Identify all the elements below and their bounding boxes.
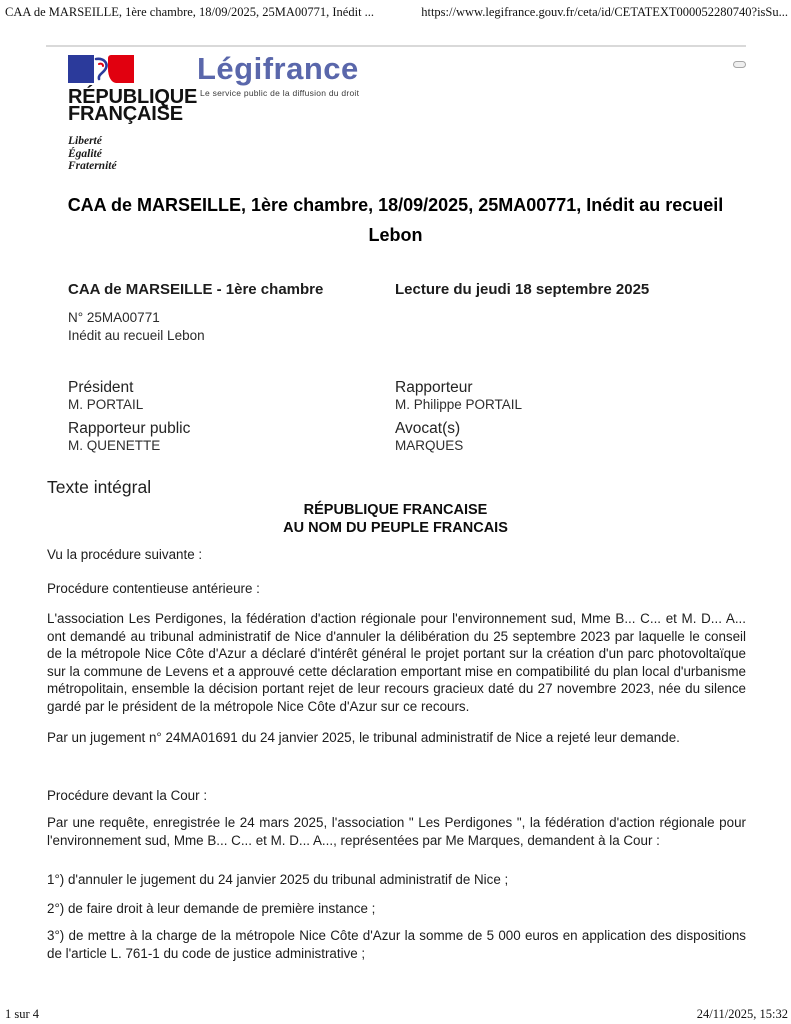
print-header bbox=[5, 5, 788, 20]
court-chamber-label: CAA de MARSEILLE - 1ère chambre bbox=[68, 281, 324, 298]
person-name: M. PORTAIL bbox=[68, 397, 144, 412]
person-name: M. QUENETTE bbox=[68, 438, 161, 453]
legifrance-wordmark: Légifrance bbox=[197, 51, 359, 86]
republique-francaise-heading bbox=[0, 502, 791, 537]
republique-wordmark bbox=[68, 86, 728, 123]
print-header-url: https://www.legifrance.gouv.fr/ceta/id/CETATEXT000052280740?isSu... bbox=[421, 5, 788, 19]
body-paragraph: Par un jugement n° 24MA01691 du 24 janvier 2025, le tribunal administratif de Nice a rejeté leur demande. bbox=[47, 730, 680, 745]
case-meta bbox=[68, 309, 205, 344]
header-divider bbox=[46, 45, 746, 47]
decision-title: CAA de MARSEILLE, 1ère chambre, 18/09/2025, 25MA00771, Inédit au recueil Lebon bbox=[67, 195, 724, 245]
person-name: M. Philippe PORTAIL bbox=[395, 397, 523, 412]
french-flag-icon bbox=[68, 55, 134, 83]
floating-widget-icon bbox=[733, 61, 746, 68]
republique-line1: RÉPUBLIQUE bbox=[68, 86, 198, 108]
flag-white-band bbox=[94, 55, 108, 83]
republique-line: RÉPUBLIQUE FRANCAISE bbox=[303, 502, 488, 518]
person-cell-president bbox=[68, 379, 395, 413]
motto-fraternite: Fraternité bbox=[68, 160, 117, 172]
person-cell-rapporteur-public bbox=[68, 420, 395, 454]
motto-liberte: Liberté bbox=[68, 135, 102, 147]
body-paragraph: 3°) de mettre à la charge de la métropole Nice Côte d'Azur la somme de 5 000 euros en application des dispositions de l'article L. 761-1 du code de justice administrative ; bbox=[47, 928, 746, 961]
body-paragraph: 2°) de faire droit à leur demande de première instance ; bbox=[47, 900, 376, 916]
marianne-icon bbox=[90, 57, 112, 81]
person-role: Président bbox=[68, 379, 134, 396]
body-paragraph: Procédure devant la Cour : bbox=[47, 787, 208, 803]
print-datetime: 24/11/2025, 15:32 bbox=[696, 1007, 788, 1021]
body-paragraph: Par une requête, enregistrée le 24 mars 2025, l'association " Les Perdigones ", la fédération d'action régionale pour l'environnement sud, Mme B... C... et M. D... A..., représentées par Me Marques, demandent à la Cour : bbox=[47, 815, 746, 848]
masthead bbox=[68, 51, 728, 175]
people-grid bbox=[68, 379, 745, 454]
body-paragraph: Procédure contentieuse antérieure : bbox=[47, 580, 260, 596]
republique-line2: FRANÇAISE bbox=[68, 103, 183, 125]
motto bbox=[68, 135, 728, 173]
print-header-title: CAA de MARSEILLE, 1ère chambre, 18/09/2025, 25MA00771, Inédit ... bbox=[5, 5, 375, 19]
body-paragraph: L'association Les Perdigones, la fédération d'action régionale pour l'environnement sud, Mme B... C... et M. D... A... ont demandé au tribunal administratif de Nice d'annuler la délibération du 25 septembre 2023 par laquelle le conseil de la métropole Nice Côte d'Azur a déclaré d'intérêt général le projet portant sur la création d'un parc photovoltaïque sur la commune de Levens et a approuvé cette déclaration emportant mise en compatibilité du plan local d'urbanisme métropolitain, ensemble la décision portant rejet de leur recours gracieux daté du 27 novembre 2023, née du silence gardé par le président de la métropole Nice Côte d'Azur sur ce recours. bbox=[47, 611, 746, 714]
person-role: Avocat(s) bbox=[395, 420, 461, 437]
lecture-date-label: Lecture du jeudi 18 septembre 2025 bbox=[395, 281, 650, 298]
motto-egalite: Égalité bbox=[68, 147, 102, 160]
texte-integral-heading: Texte intégral bbox=[47, 477, 152, 497]
person-name: MARQUES bbox=[395, 438, 464, 453]
print-footer bbox=[5, 1007, 788, 1022]
republique-francaise-logo bbox=[68, 55, 728, 173]
au-nom-line: AU NOM DU PEUPLE FRANCAIS bbox=[283, 519, 508, 536]
legifrance-tagline: Le service public de la diffusion du droit bbox=[200, 88, 360, 98]
publication-status: Inédit au recueil Lebon bbox=[68, 327, 205, 343]
legifrance-logo bbox=[197, 51, 359, 98]
person-role: Rapporteur bbox=[395, 379, 473, 396]
person-cell-rapporteur bbox=[395, 379, 745, 413]
body-paragraph: Vu la procédure suivante : bbox=[47, 547, 203, 562]
body-paragraph: 1°) d'annuler le jugement du 24 janvier 2025 du tribunal administratif de Nice ; bbox=[47, 872, 509, 887]
page-number: 1 sur 4 bbox=[5, 1007, 40, 1021]
person-role: Rapporteur public bbox=[68, 420, 191, 437]
case-number: N° 25MA00771 bbox=[68, 310, 160, 325]
decision-body bbox=[47, 546, 746, 974]
person-cell-avocat bbox=[395, 420, 745, 454]
